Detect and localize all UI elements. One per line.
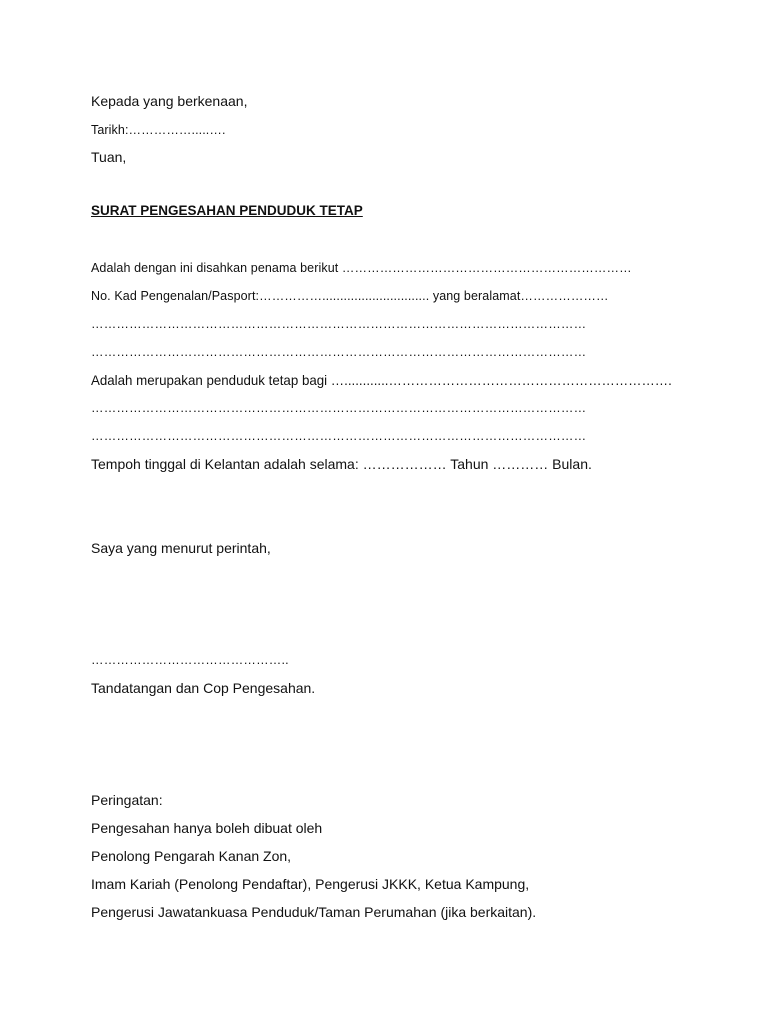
resident-dotted-line-1: ……………………………………………………………………………………………………… — [91, 401, 587, 415]
signature-dotted-line: ……………………………………….. — [91, 653, 289, 667]
date-line: Tarikh:…………….....…. — [91, 123, 226, 137]
address-dotted-line-1: ……………………………………………………………………………………………………… — [91, 317, 587, 331]
ic-address-line: No. Kad Pengenalan/Pasport:…………….............................. yang beralamat………………… — [91, 289, 609, 303]
address-dotted-line-2: ……………………………………………………………………………………………………… — [91, 345, 587, 359]
warning-line-4: Pengerusi Jawatankuasa Penduduk/Taman Perumahan (jika berkaitan). — [91, 904, 537, 920]
warning-heading: Peringatan: — [91, 792, 163, 808]
letter-title: SURAT PENGESAHAN PENDUDUK TETAP — [91, 203, 363, 218]
resident-line: Adalah merupakan penduduk tetap bagi …............………………………………………………………. — [91, 372, 672, 388]
warning-line-1: Pengesahan hanya boleh dibuat oleh — [91, 820, 323, 836]
signature-label: Tandatangan dan Cop Pengesahan. — [91, 680, 316, 696]
duration-line: Tempoh tinggal di Kelantan adalah selama: ……………… Tahun ………… Bulan. — [91, 456, 592, 472]
salutation-to: Kepada yang berkenaan, — [91, 93, 248, 109]
warning-line-2: Penolong Pengarah Kanan Zon, — [91, 848, 292, 864]
warning-line-3: Imam Kariah (Penolong Pendaftar), Pengerusi JKKK, Ketua Kampung, — [91, 876, 530, 892]
name-line: Adalah dengan ini disahkan penama berikut …………………………………………………………… — [91, 261, 632, 275]
salutation: Tuan, — [91, 149, 127, 165]
closing-line: Saya yang menurut perintah, — [91, 540, 271, 556]
resident-dotted-line-2: ……………………………………………………………………………………………………… — [91, 429, 587, 443]
